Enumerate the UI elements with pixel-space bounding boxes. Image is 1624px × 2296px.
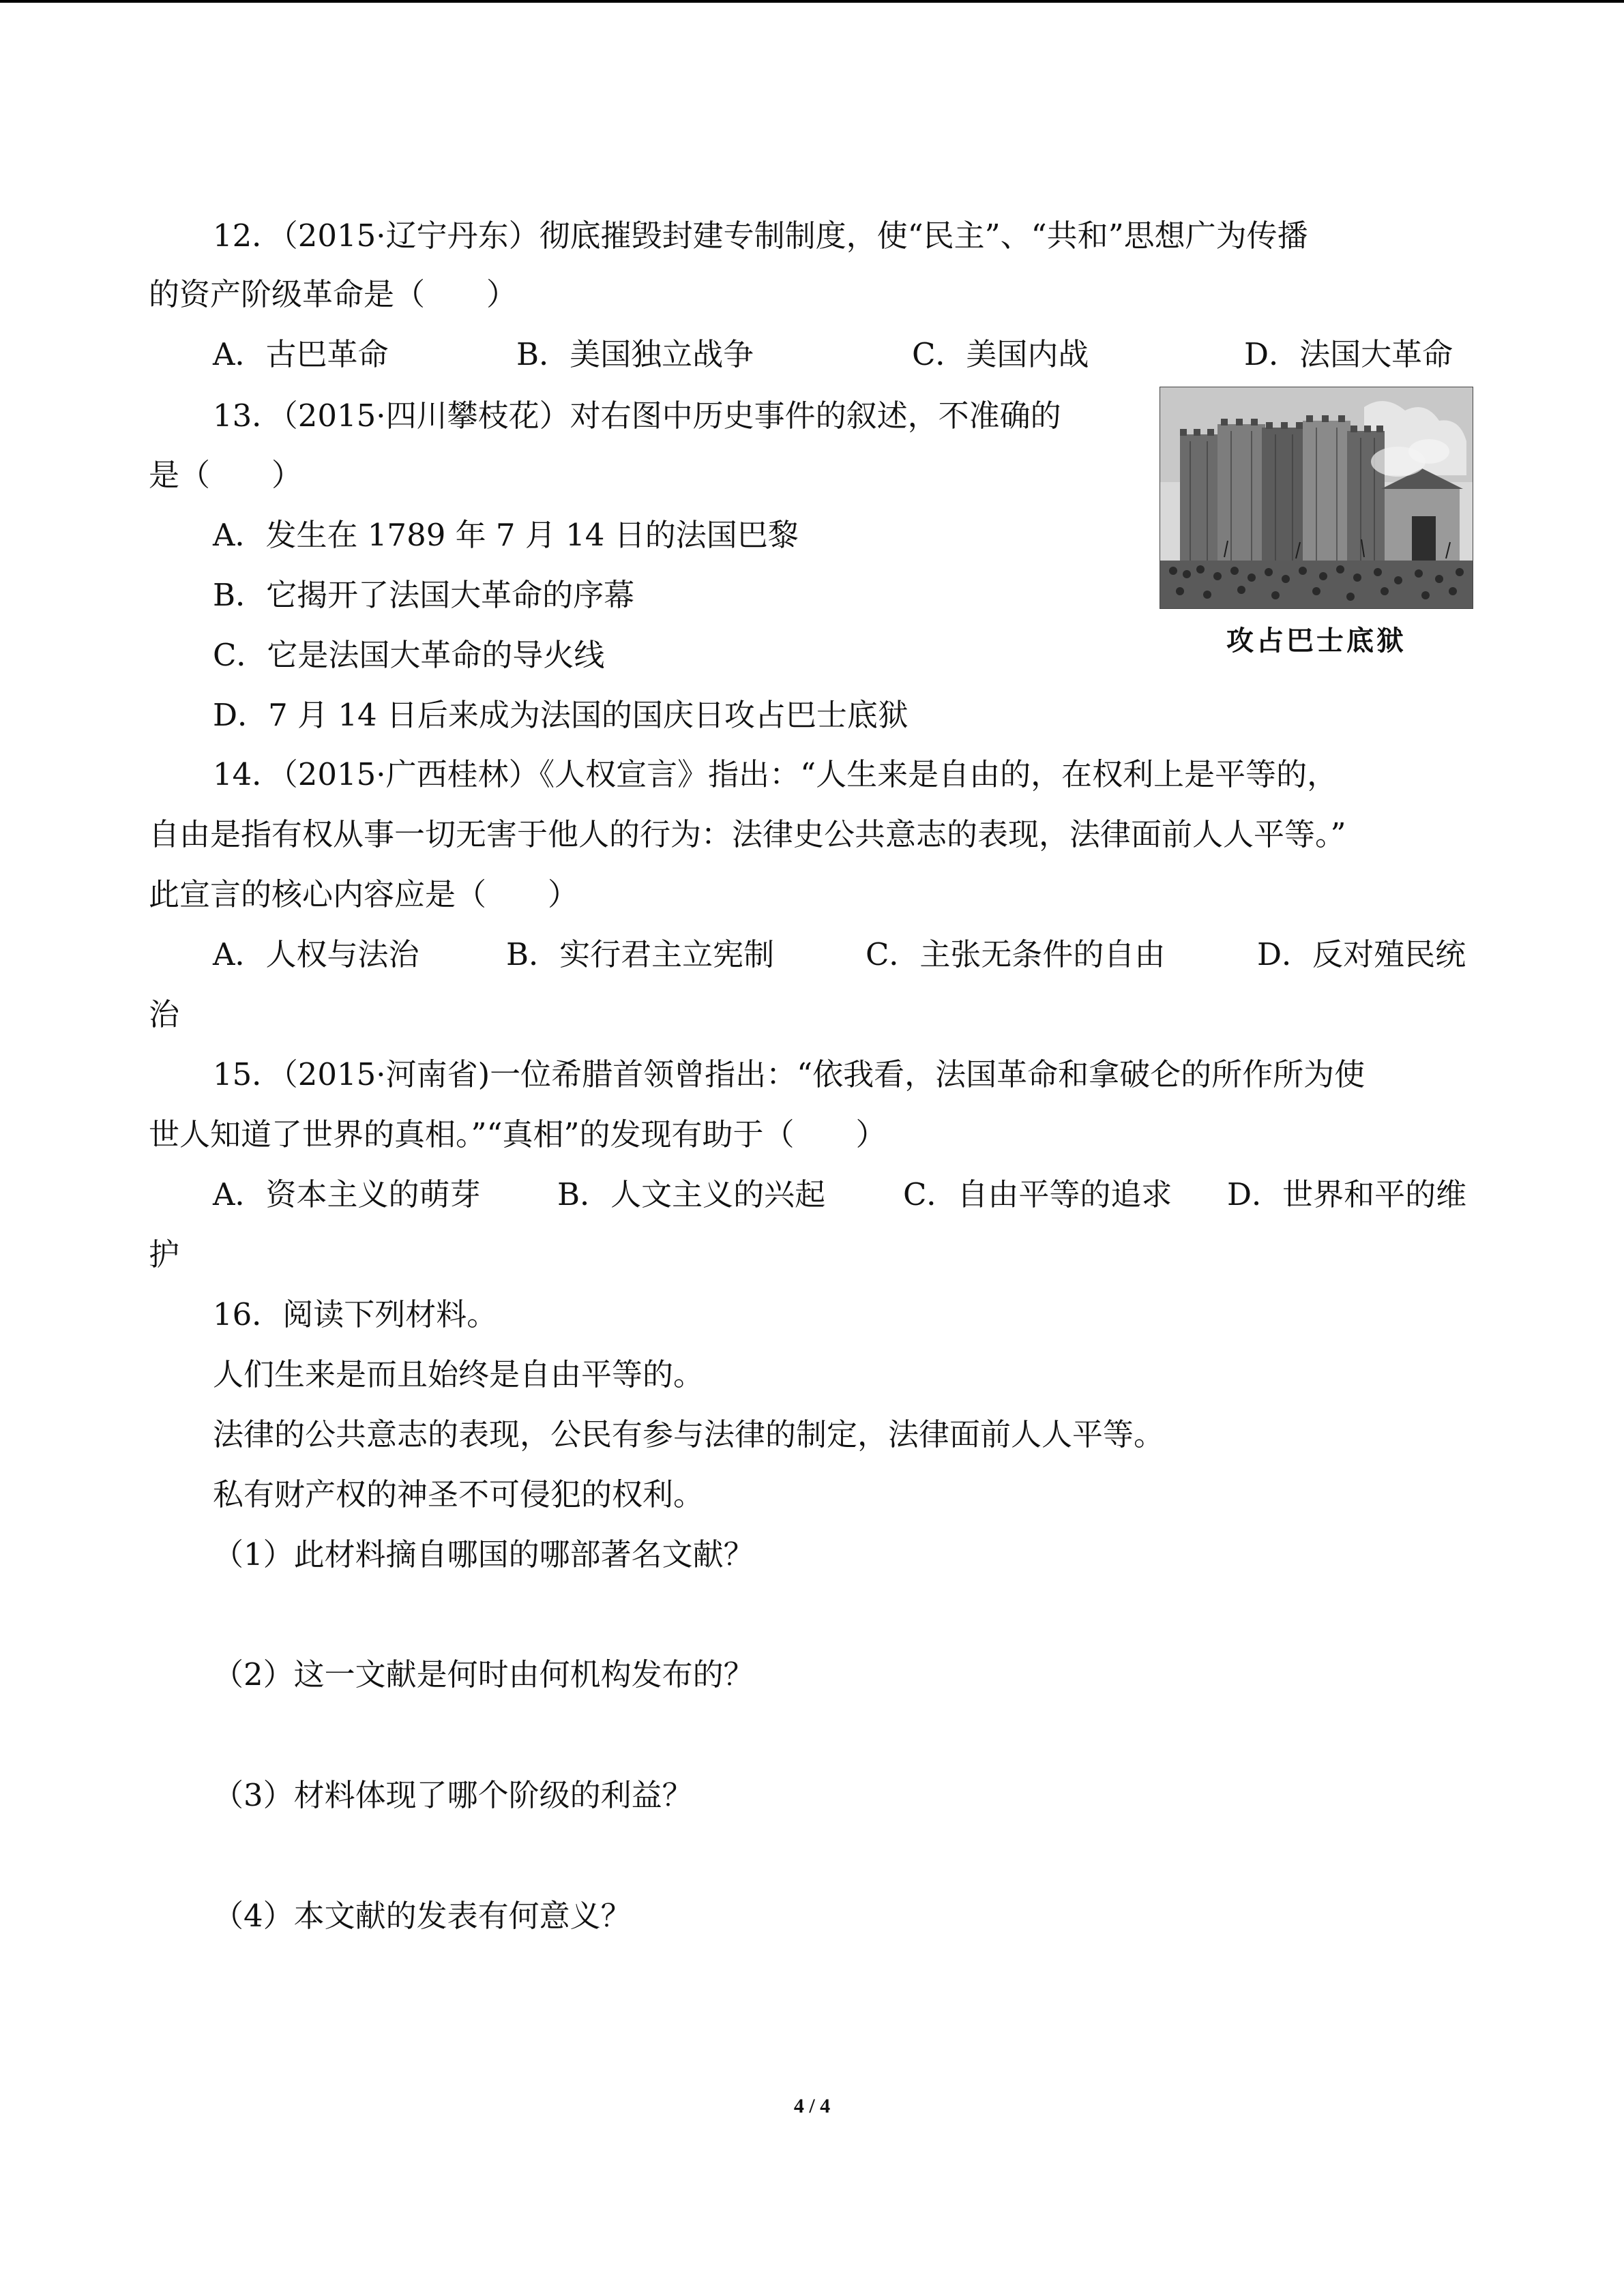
page-number: 4 / 4 xyxy=(793,2095,831,2117)
q14-option-c[interactable]: C．主张无条件的自由 xyxy=(866,936,1166,972)
figure-caption: 攻占巴士底狱 xyxy=(1226,625,1406,657)
q14-option-b[interactable]: B．实行君主立宪制 xyxy=(506,936,775,972)
q12-option-b[interactable]: B．美国独立战争 xyxy=(516,336,754,372)
q16-material-line2: 法律的公共意志的表现，公民有参与法律的制定，法律面前人人平等。 xyxy=(213,1416,1165,1452)
q13-stem-line2: 是（ ） xyxy=(149,457,303,493)
q14-option-d[interactable]: D．反对殖民统 xyxy=(1257,936,1466,972)
top-border xyxy=(0,0,1624,3)
q15-option-d-wrap: 护 xyxy=(149,1236,180,1272)
q14-option-a[interactable]: A．人权与法治 xyxy=(213,936,419,972)
q14-stem-line1: 14．（2015·广西桂林）《人权宣言》指出：“人生来是自由的，在权利上是平等的， xyxy=(213,756,1338,792)
q16-material-line1: 人们生来是而且始终是自由平等的。 xyxy=(213,1356,705,1392)
q13-option-d[interactable]: D．7 月 14 日后来成为法国的国庆日攻占巴士底狱 xyxy=(213,697,909,733)
q14-option-d-wrap: 治 xyxy=(149,996,180,1032)
q15-option-d[interactable]: D．世界和平的维 xyxy=(1227,1176,1467,1212)
q16-title: 16．阅读下列材料。 xyxy=(213,1296,498,1332)
q12-stem-line1: 12．（2015·辽宁丹东）彻底摧毁封建专制制度，使“民主”、“共和”思想广为传播 xyxy=(213,218,1308,254)
q15-stem-line1: 15．（2015·河南省)一位希腊首领曾指出：“依我看，法国革命和拿破仑的所作所为使 xyxy=(213,1056,1365,1092)
q16-subquestion-1: （1）此材料摘自哪国的哪部著名文献？ xyxy=(213,1536,754,1572)
q15-option-b[interactable]: B．人文主义的兴起 xyxy=(557,1176,826,1212)
q13-option-b[interactable]: B．它揭开了法国大革命的序幕 xyxy=(213,577,635,613)
q12-option-c[interactable]: C．美国内战 xyxy=(912,336,1089,372)
q12-stem-line2: 的资产阶级革命是（ ） xyxy=(149,276,518,312)
q15-stem-line2: 世人知道了世界的真相。”“真相”的发现有助于（ ） xyxy=(149,1116,887,1152)
q14-stem-line3: 此宣言的核心内容应是（ ） xyxy=(149,876,579,912)
q13-option-c[interactable]: C．它是法国大革命的导火线 xyxy=(213,637,605,673)
q13-option-a[interactable]: A．发生在 1789 年 7 月 14 日的法国巴黎 xyxy=(213,517,799,553)
q16-subquestion-2: （2）这一文献是何时由何机构发布的？ xyxy=(213,1656,754,1693)
q16-subquestion-4: （4）本文献的发表有何意义？ xyxy=(213,1898,632,1934)
q12-option-d[interactable]: D．法国大革命 xyxy=(1244,336,1453,372)
q15-option-c[interactable]: C．自由平等的追求 xyxy=(903,1176,1172,1212)
q16-material-line3: 私有财产权的神圣不可侵犯的权利。 xyxy=(213,1476,705,1512)
q15-options xyxy=(213,1174,1466,1215)
bastille-figure xyxy=(1160,387,1473,609)
q15-option-a[interactable]: A．资本主义的萌芽 xyxy=(213,1176,481,1212)
q16-subquestion-3: （3）材料体现了哪个阶级的利益？ xyxy=(213,1777,693,1813)
q13-stem-line1: 13．（2015·四川攀枝花）对右图中历史事件的叙述，不准确的 xyxy=(213,398,1061,434)
q12-options xyxy=(213,334,1453,375)
q14-options xyxy=(213,934,1466,975)
q14-stem-line2: 自由是指有权从事一切无害于他人的行为：法律史公共意志的表现，法律面前人人平等。” xyxy=(149,816,1346,852)
q12-option-a[interactable]: A．古巴革命 xyxy=(213,336,389,372)
